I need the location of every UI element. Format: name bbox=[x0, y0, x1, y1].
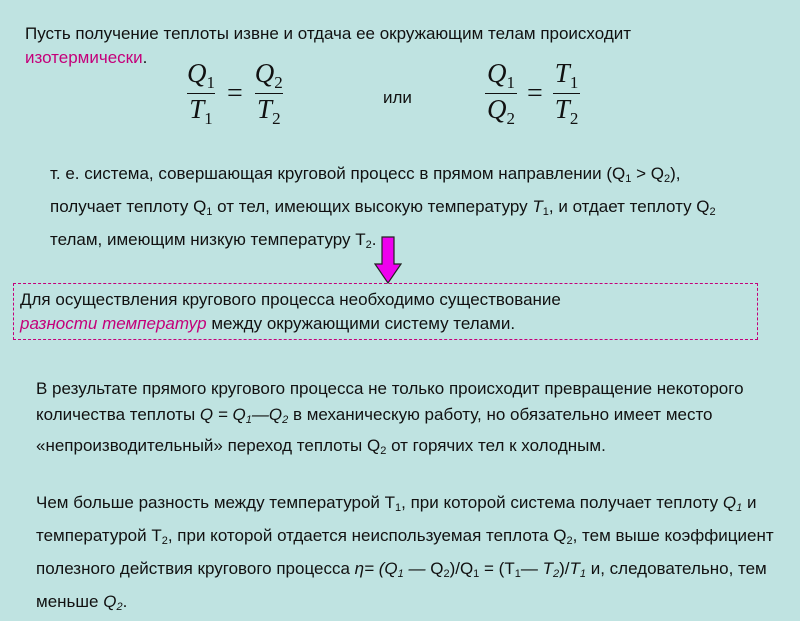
down-arrow-icon bbox=[374, 236, 402, 284]
intro-line: Пусть получение теплоты извне и отдача ее окружающим телам происходит bbox=[25, 24, 632, 43]
intro-text bbox=[25, 22, 765, 70]
box-line-rest: между окружающими систему телами. bbox=[206, 314, 516, 333]
fraction-right: $\frac{T_1}{T_2}$ bbox=[554, 58, 579, 128]
fraction-left: $\frac{Q_1}{T_1}$ bbox=[187, 58, 215, 128]
box-line: Для осуществления кругового процесса необходимо существование bbox=[20, 290, 561, 309]
intro-tail: . bbox=[142, 48, 148, 67]
fraction-right: $\frac{Q_2}{T_2}$ bbox=[254, 58, 283, 128]
formula-q-over-q bbox=[485, 58, 580, 129]
paragraph-result: В результате прямого кругового процесса не только происходит превращение некоторого количества теплоты $Q = Q_1—Q_2$ в механическую работу, но обязательно имеет место «непроизводительный» переход теплоты $Q_2$ от горячих тел к холодным. bbox=[36, 379, 744, 457]
isothermal-highlight: изотермически bbox=[25, 48, 143, 67]
temperature-difference-highlight: разности температур bbox=[20, 314, 207, 333]
paragraph-direct-process: т. е. система, совершающая круговой процесс в прямом направлении $(Q_1 > Q_2)$, получает теплоту $Q_1$ от тел, имеющих высокую температуру $T_1$, и отдает теплоту $Q_2$ телам, имеющим низкую температуру $T_2$. bbox=[50, 164, 716, 251]
paragraph-efficiency: Чем больше разность между температурой $Т_1$, при которой система получает теплоту $Q_1$ и температурой $Т_2$, при которой отдается неиспользуемая теплота $Q_2$, тем выше коэффициент полезного действия кругового процесса $\eta= (Q_1$ — $Q_2)/Q_1$ = ($T_1—$ $T_2)/T_1$ и, следовательно, тем меньше $Q_2$. bbox=[36, 493, 774, 613]
equals-sign: = bbox=[527, 77, 543, 109]
fraction-left: $\frac{Q_1}{Q_2}$ bbox=[487, 58, 515, 128]
formula-q-over-t bbox=[185, 58, 285, 129]
or-label: или bbox=[383, 88, 412, 107]
temperature-difference-box bbox=[13, 283, 758, 340]
equals-sign: = bbox=[227, 77, 243, 109]
